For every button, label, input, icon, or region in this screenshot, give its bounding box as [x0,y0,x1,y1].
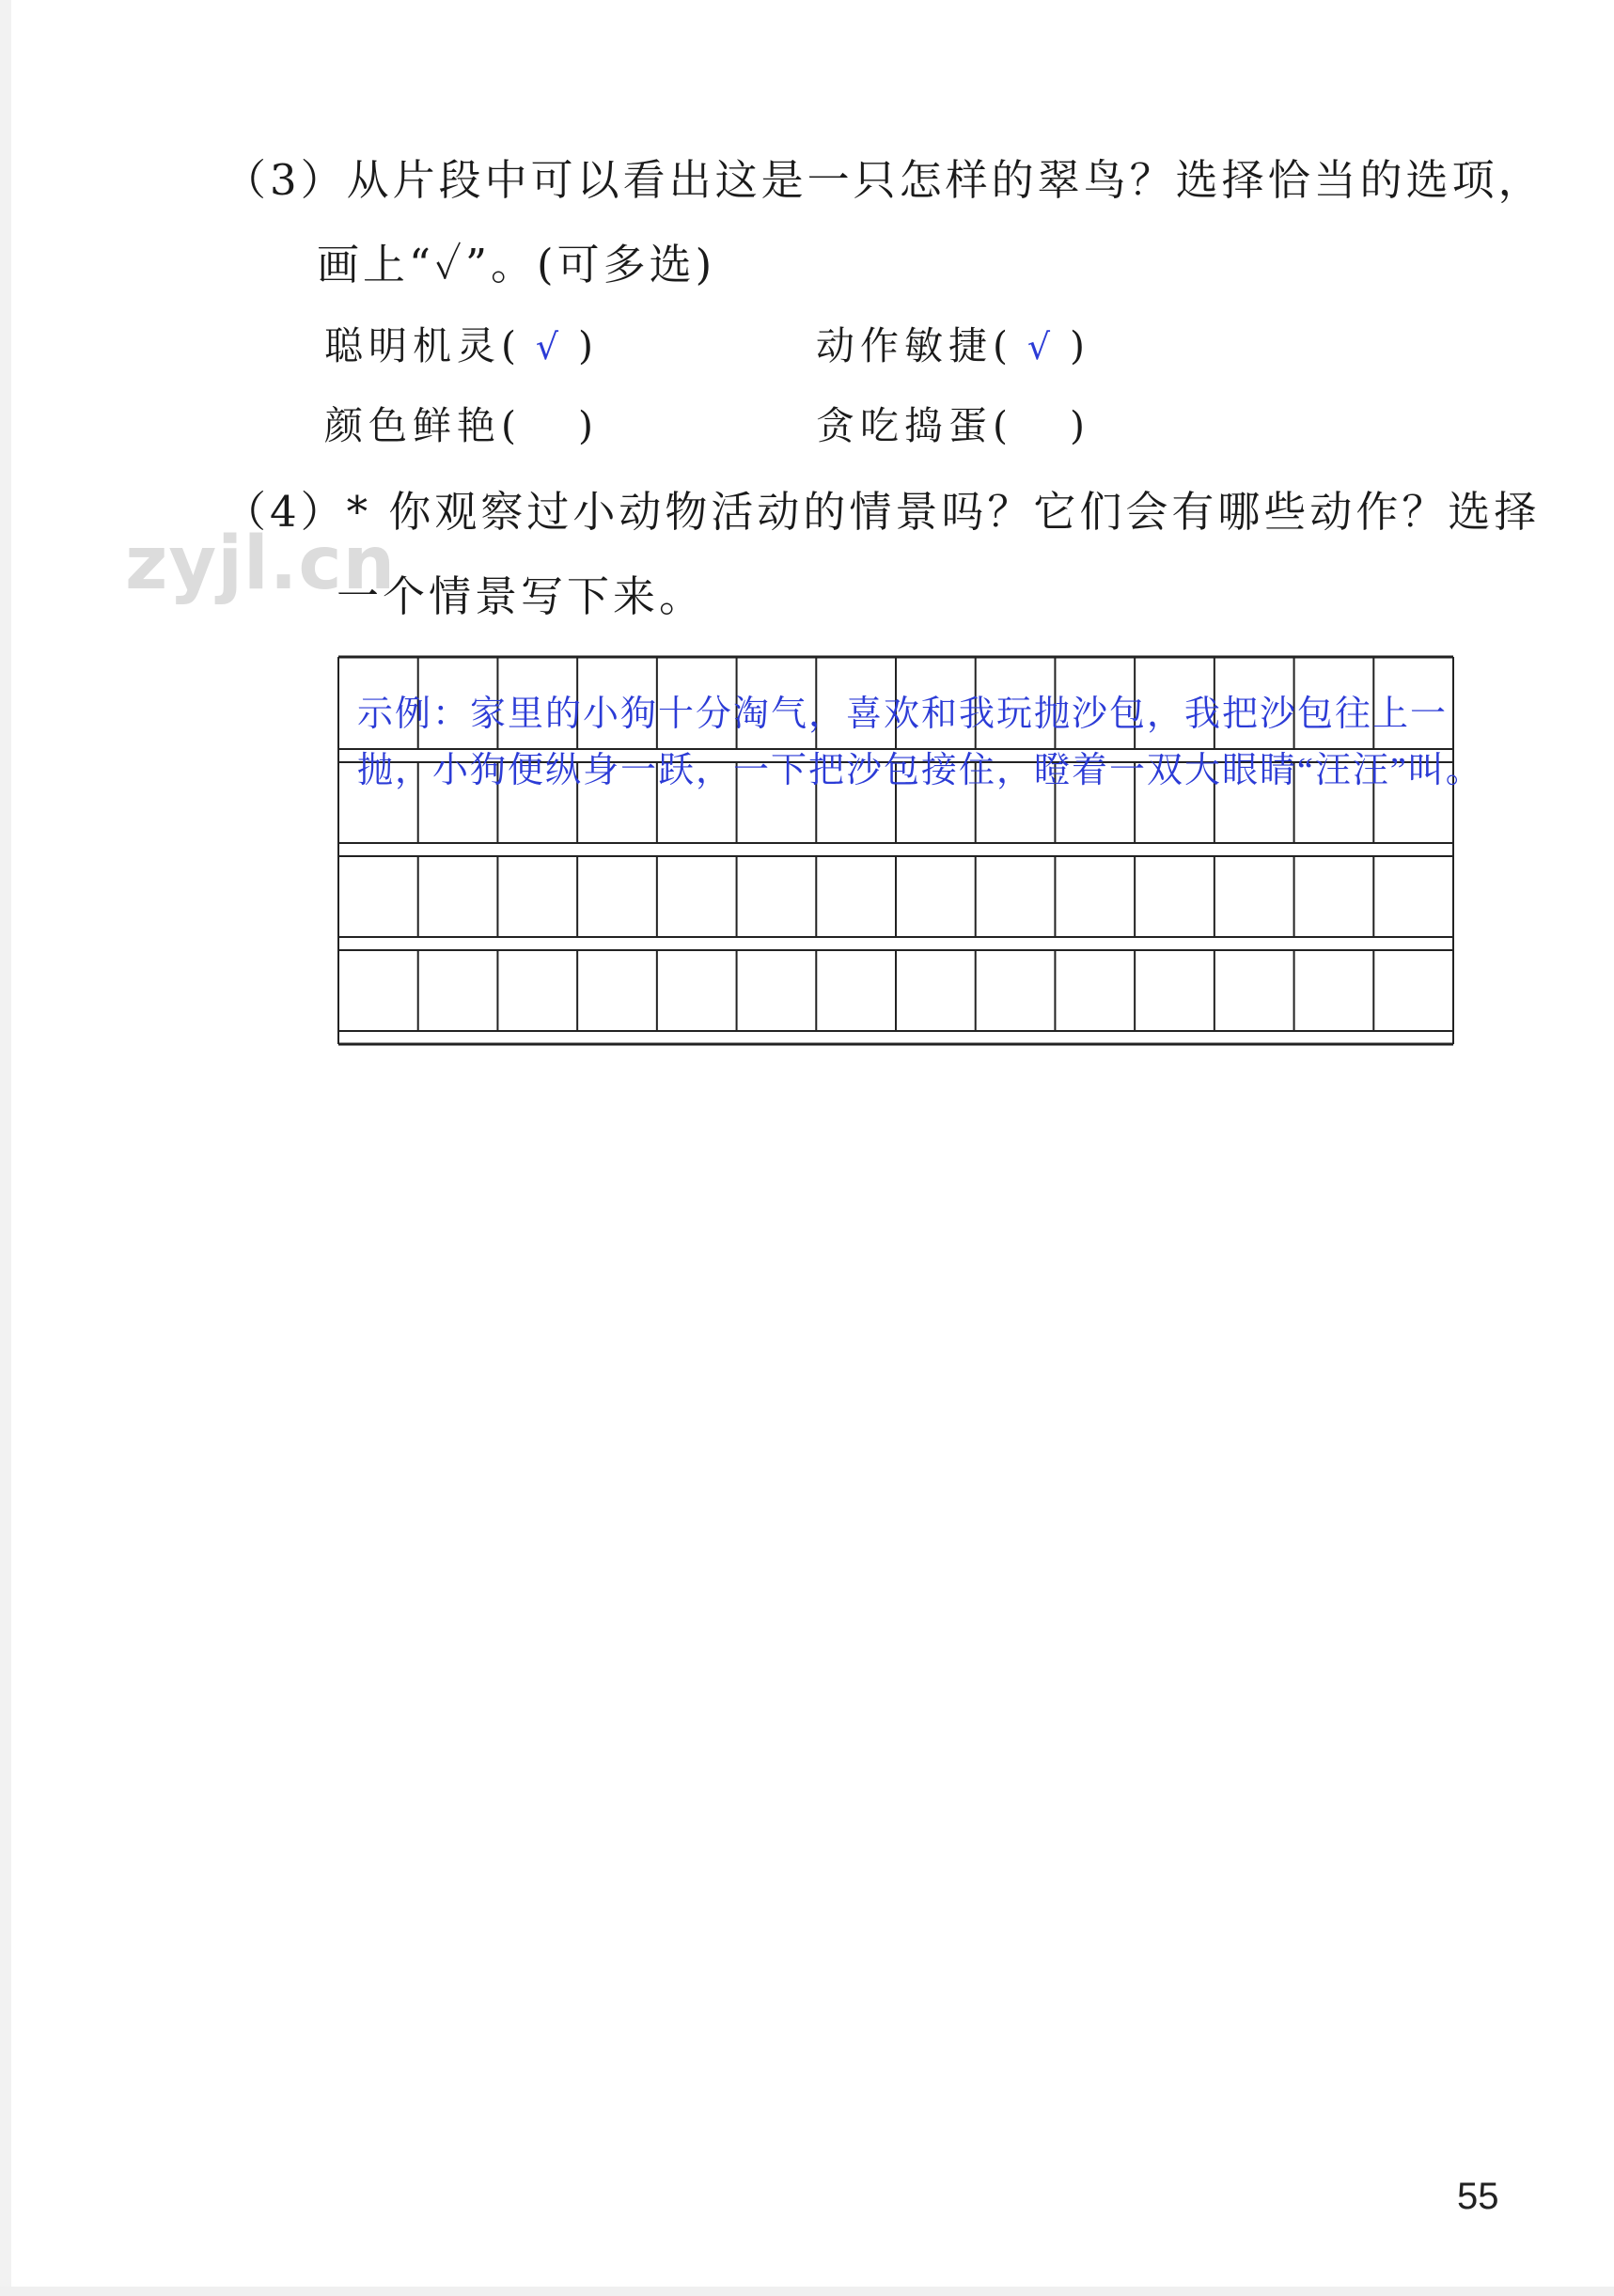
question4-line1: （4）* 你观察过小动物活动的情景吗？它们会有哪些动作？选择 [224,487,1541,537]
page-edge-bottom [0,2287,1614,2296]
check-mark: √ [1026,326,1057,367]
option-close: ) [578,403,599,448]
answer-line2: 抛，小狗便纵身一跃，一下把沙包接住，瞪着一双大眼睛“汪汪”叫。 [357,751,1483,790]
option-label: 动作敏捷( [816,323,1013,368]
page-edge [0,0,11,2296]
option-agile [816,315,1090,370]
option-close: ) [578,323,599,368]
question3-line1: （3）从片段中可以看出这是一只怎样的翠鸟？选择恰当的选项， [224,155,1544,205]
option-colorful [324,395,599,450]
option-label: 贪吃捣蛋( [816,403,1013,448]
option-close: ) [1070,323,1090,368]
question4-line2: 一个情景写下来。 [337,571,706,621]
page-number: 55 [1457,2176,1499,2217]
option-label: 颜色鲜艳( [324,403,522,448]
option-close: ) [1070,403,1090,448]
option-clever [324,315,599,370]
answer-line1: 示例：家里的小狗十分淘气，喜欢和我玩抛沙包，我把沙包往上一 [357,695,1449,734]
option-greedy [816,395,1090,450]
check-mark: √ [535,326,565,367]
watermark: zyjl.cn [125,522,397,606]
question3-line2: 画上“✓”。(可多选) [317,240,716,289]
option-label: 聪明机灵( [324,323,522,368]
